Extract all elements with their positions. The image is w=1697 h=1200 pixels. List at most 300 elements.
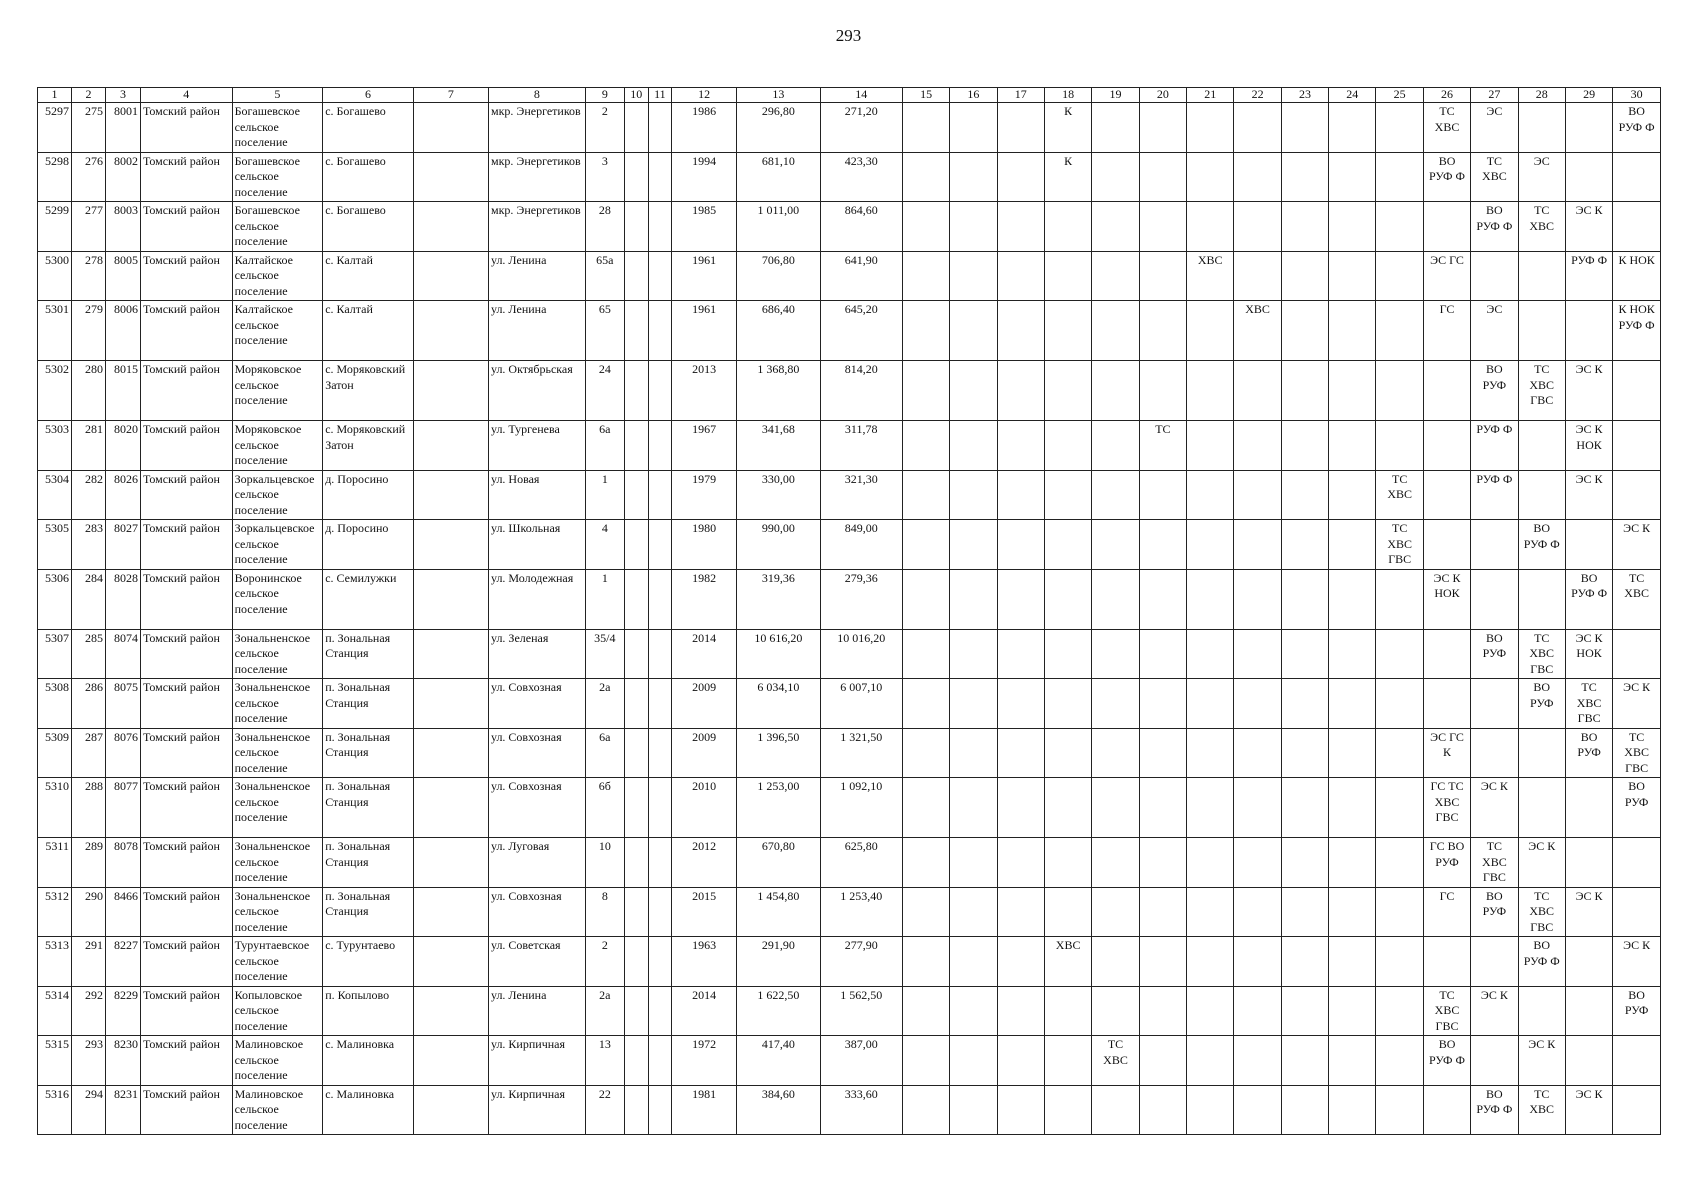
house-number-cell: 2а	[585, 986, 624, 1036]
record-number-cell: 5305	[38, 520, 72, 570]
column-header: 1	[38, 88, 72, 103]
area-total-cell: 384,60	[737, 1085, 820, 1135]
table-row	[38, 251, 1661, 301]
work-type-cell	[1044, 361, 1091, 421]
work-type-cell: ТС ХВС ГВС	[1518, 629, 1565, 679]
local-number-cell: 288	[71, 778, 105, 838]
column-header: 25	[1376, 88, 1423, 103]
work-type-cell	[1234, 421, 1281, 471]
house-number-cell: 2	[585, 937, 624, 987]
work-type-cell	[1139, 251, 1186, 301]
area-living-cell: 333,60	[820, 1085, 902, 1135]
year-cell: 1980	[672, 520, 737, 570]
work-type-cell	[1092, 679, 1139, 729]
work-type-cell	[902, 838, 949, 888]
work-type-cell: ВО РУФ Ф	[1613, 103, 1661, 153]
local-number-cell: 281	[71, 421, 105, 471]
col-11-cell	[648, 470, 672, 520]
work-type-cell	[1044, 778, 1091, 838]
work-type-cell	[902, 202, 949, 252]
street-cell: мкр. Энергетиков	[488, 152, 585, 202]
locality-cell: с. Калтай	[323, 251, 414, 301]
work-type-cell	[1187, 937, 1234, 987]
work-type-cell	[997, 361, 1044, 421]
work-type-cell	[1281, 728, 1328, 778]
work-type-cell	[950, 986, 997, 1036]
col-11-cell	[648, 629, 672, 679]
area-living-cell: 641,90	[820, 251, 902, 301]
work-type-cell	[1139, 679, 1186, 729]
street-cell: ул. Школьная	[488, 520, 585, 570]
col-10-cell	[624, 251, 648, 301]
column-header: 7	[413, 88, 488, 103]
work-type-cell	[902, 937, 949, 987]
work-type-cell	[1187, 152, 1234, 202]
register-table	[37, 87, 1661, 1135]
column-header: 14	[820, 88, 902, 103]
work-type-cell	[950, 629, 997, 679]
work-type-cell	[1281, 629, 1328, 679]
work-type-cell	[902, 887, 949, 937]
object-id-cell: 8003	[105, 202, 140, 252]
work-type-cell	[1518, 778, 1565, 838]
work-type-cell	[902, 679, 949, 729]
year-cell: 1972	[672, 1036, 737, 1086]
record-number-cell: 5310	[38, 778, 72, 838]
work-type-cell: К	[1044, 152, 1091, 202]
work-type-cell	[1518, 569, 1565, 629]
work-type-cell	[1092, 778, 1139, 838]
district-cell: Томский район	[140, 937, 232, 987]
area-living-cell: 423,30	[820, 152, 902, 202]
work-type-cell	[1613, 838, 1661, 888]
work-type-cell	[1518, 251, 1565, 301]
work-type-cell	[1565, 152, 1612, 202]
column-header: 4	[140, 88, 232, 103]
object-id-cell: 8027	[105, 520, 140, 570]
object-id-cell: 8020	[105, 421, 140, 471]
work-type-cell	[1565, 520, 1612, 570]
record-number-cell: 5298	[38, 152, 72, 202]
area-total-cell: 990,00	[737, 520, 820, 570]
col-11-cell	[648, 679, 672, 729]
object-id-cell: 8076	[105, 728, 140, 778]
settlement-cell: Богашевское сельское поселение	[232, 152, 323, 202]
col-7-cell	[413, 520, 488, 570]
column-header: 23	[1281, 88, 1328, 103]
work-type-cell	[1234, 1085, 1281, 1135]
work-type-cell	[1281, 679, 1328, 729]
col-7-cell	[413, 986, 488, 1036]
column-header: 28	[1518, 88, 1565, 103]
house-number-cell: 6а	[585, 421, 624, 471]
work-type-cell	[1471, 569, 1518, 629]
work-type-cell	[1518, 301, 1565, 361]
local-number-cell: 275	[71, 103, 105, 153]
area-living-cell: 1 092,10	[820, 778, 902, 838]
object-id-cell: 8074	[105, 629, 140, 679]
area-living-cell: 1 562,50	[820, 986, 902, 1036]
year-cell: 1981	[672, 1085, 737, 1135]
object-id-cell: 8077	[105, 778, 140, 838]
house-number-cell: 6а	[585, 728, 624, 778]
district-cell: Томский район	[140, 1085, 232, 1135]
work-type-cell	[1329, 1036, 1376, 1086]
work-type-cell	[1281, 202, 1328, 252]
work-type-cell: ТС ХВС ГВС	[1471, 838, 1518, 888]
work-type-cell	[902, 470, 949, 520]
locality-cell: с. Семилужки	[323, 569, 414, 629]
col-10-cell	[624, 202, 648, 252]
work-type-cell: ЭС К	[1613, 679, 1661, 729]
work-type-cell: ЭС К	[1518, 1036, 1565, 1086]
work-type-cell	[950, 937, 997, 987]
work-type-cell	[1092, 152, 1139, 202]
work-type-cell	[1281, 569, 1328, 629]
work-type-cell	[997, 1085, 1044, 1135]
work-type-cell	[1423, 520, 1470, 570]
local-number-cell: 282	[71, 470, 105, 520]
work-type-cell	[950, 103, 997, 153]
house-number-cell: 1	[585, 569, 624, 629]
col-10-cell	[624, 520, 648, 570]
work-type-cell	[902, 152, 949, 202]
work-type-cell	[1234, 569, 1281, 629]
year-cell: 2013	[672, 361, 737, 421]
settlement-cell: Зональненское сельское поселение	[232, 838, 323, 888]
work-type-cell	[1187, 838, 1234, 888]
table-row	[38, 520, 1661, 570]
work-type-cell	[1234, 202, 1281, 252]
work-type-cell	[1329, 202, 1376, 252]
district-cell: Томский район	[140, 1036, 232, 1086]
work-type-cell	[997, 569, 1044, 629]
house-number-cell: 4	[585, 520, 624, 570]
work-type-cell	[950, 887, 997, 937]
work-type-cell	[1613, 629, 1661, 679]
table-row	[38, 202, 1661, 252]
area-living-cell: 271,20	[820, 103, 902, 153]
work-type-cell	[1044, 301, 1091, 361]
work-type-cell: ТС ХВС	[1471, 152, 1518, 202]
work-type-cell	[997, 301, 1044, 361]
street-cell: ул. Молодежная	[488, 569, 585, 629]
work-type-cell: ВО РУФ Ф	[1518, 937, 1565, 987]
local-number-cell: 286	[71, 679, 105, 729]
object-id-cell: 8075	[105, 679, 140, 729]
district-cell: Томский район	[140, 301, 232, 361]
work-type-cell	[1613, 361, 1661, 421]
work-type-cell	[1044, 520, 1091, 570]
col-7-cell	[413, 103, 488, 153]
work-type-cell	[1281, 838, 1328, 888]
locality-cell: д. Поросино	[323, 470, 414, 520]
work-type-cell	[1518, 986, 1565, 1036]
col-11-cell	[648, 1036, 672, 1086]
column-header: 30	[1613, 88, 1661, 103]
work-type-cell	[1376, 887, 1423, 937]
work-type-cell	[1234, 520, 1281, 570]
column-header: 18	[1044, 88, 1091, 103]
col-7-cell	[413, 202, 488, 252]
col-7-cell	[413, 251, 488, 301]
area-total-cell: 6 034,10	[737, 679, 820, 729]
work-type-cell	[1376, 937, 1423, 987]
work-type-cell	[997, 778, 1044, 838]
work-type-cell	[1092, 1085, 1139, 1135]
settlement-cell: Воронинское сельское поселение	[232, 569, 323, 629]
local-number-cell: 287	[71, 728, 105, 778]
work-type-cell	[997, 728, 1044, 778]
table-row	[38, 421, 1661, 471]
district-cell: Томский район	[140, 470, 232, 520]
work-type-cell	[1376, 838, 1423, 888]
work-type-cell	[1044, 728, 1091, 778]
record-number-cell: 5314	[38, 986, 72, 1036]
settlement-cell: Богашевское сельское поселение	[232, 202, 323, 252]
work-type-cell	[1565, 103, 1612, 153]
settlement-cell: Зональненское сельское поселение	[232, 778, 323, 838]
work-type-cell: ЭС К	[1565, 470, 1612, 520]
work-type-cell: ЭС К	[1518, 838, 1565, 888]
district-cell: Томский район	[140, 569, 232, 629]
record-number-cell: 5316	[38, 1085, 72, 1135]
work-type-cell	[1329, 728, 1376, 778]
record-number-cell: 5300	[38, 251, 72, 301]
work-type-cell	[1139, 361, 1186, 421]
local-number-cell: 293	[71, 1036, 105, 1086]
work-type-cell	[950, 202, 997, 252]
work-type-cell: ТС ХВС	[1518, 1085, 1565, 1135]
col-7-cell	[413, 1036, 488, 1086]
work-type-cell	[997, 838, 1044, 888]
col-10-cell	[624, 679, 648, 729]
work-type-cell	[950, 301, 997, 361]
work-type-cell	[1329, 569, 1376, 629]
work-type-cell: К	[1044, 103, 1091, 153]
house-number-cell: 13	[585, 1036, 624, 1086]
table-row	[38, 629, 1661, 679]
district-cell: Томский район	[140, 838, 232, 888]
work-type-cell: ЭС	[1471, 301, 1518, 361]
col-11-cell	[648, 301, 672, 361]
work-type-cell	[1187, 361, 1234, 421]
col-7-cell	[413, 569, 488, 629]
work-type-cell: ВО РУФ Ф	[1423, 1036, 1470, 1086]
work-type-cell	[1234, 937, 1281, 987]
work-type-cell: РУФ Ф	[1565, 251, 1612, 301]
work-type-cell	[950, 778, 997, 838]
col-11-cell	[648, 778, 672, 838]
work-type-cell	[1234, 778, 1281, 838]
object-id-cell: 8229	[105, 986, 140, 1036]
area-living-cell: 10 016,20	[820, 629, 902, 679]
local-number-cell: 294	[71, 1085, 105, 1135]
work-type-cell	[1092, 103, 1139, 153]
work-type-cell	[1423, 202, 1470, 252]
district-cell: Томский район	[140, 421, 232, 471]
district-cell: Томский район	[140, 251, 232, 301]
column-header: 13	[737, 88, 820, 103]
house-number-cell: 10	[585, 838, 624, 888]
col-11-cell	[648, 728, 672, 778]
col-11-cell	[648, 520, 672, 570]
settlement-cell: Моряковское сельское поселение	[232, 361, 323, 421]
local-number-cell: 279	[71, 301, 105, 361]
table-row	[38, 152, 1661, 202]
table-row	[38, 838, 1661, 888]
local-number-cell: 290	[71, 887, 105, 937]
col-7-cell	[413, 361, 488, 421]
area-total-cell: 681,10	[737, 152, 820, 202]
work-type-cell	[1376, 1085, 1423, 1135]
work-type-cell	[1234, 1036, 1281, 1086]
table-row	[38, 778, 1661, 838]
work-type-cell	[1187, 778, 1234, 838]
work-type-cell	[1139, 1036, 1186, 1086]
house-number-cell: 65а	[585, 251, 624, 301]
work-type-cell	[1281, 778, 1328, 838]
area-total-cell: 1 454,80	[737, 887, 820, 937]
area-living-cell: 321,30	[820, 470, 902, 520]
work-type-cell	[1234, 152, 1281, 202]
object-id-cell: 8015	[105, 361, 140, 421]
work-type-cell	[1376, 301, 1423, 361]
street-cell: ул. Луговая	[488, 838, 585, 888]
area-total-cell: 1 368,80	[737, 361, 820, 421]
work-type-cell: ВО РУФ Ф	[1471, 1085, 1518, 1135]
work-type-cell	[1471, 728, 1518, 778]
work-type-cell	[1565, 937, 1612, 987]
col-10-cell	[624, 937, 648, 987]
area-total-cell: 1 622,50	[737, 986, 820, 1036]
work-type-cell	[1565, 986, 1612, 1036]
work-type-cell: ВО РУФ	[1613, 778, 1661, 838]
locality-cell: с. Малиновка	[323, 1036, 414, 1086]
work-type-cell	[1187, 470, 1234, 520]
work-type-cell	[997, 937, 1044, 987]
work-type-cell	[1613, 421, 1661, 471]
col-7-cell	[413, 301, 488, 361]
record-number-cell: 5308	[38, 679, 72, 729]
col-10-cell	[624, 569, 648, 629]
object-id-cell: 8001	[105, 103, 140, 153]
table-row	[38, 679, 1661, 729]
table-row	[38, 887, 1661, 937]
year-cell: 2010	[672, 778, 737, 838]
work-type-cell	[1376, 103, 1423, 153]
work-type-cell: ВО РУФ Ф	[1565, 569, 1612, 629]
district-cell: Томский район	[140, 520, 232, 570]
work-type-cell	[1329, 470, 1376, 520]
local-number-cell: 278	[71, 251, 105, 301]
house-number-cell: 2	[585, 103, 624, 153]
object-id-cell: 8028	[105, 569, 140, 629]
column-header: 11	[648, 88, 672, 103]
area-living-cell: 849,00	[820, 520, 902, 570]
work-type-cell	[1139, 937, 1186, 987]
work-type-cell	[902, 520, 949, 570]
work-type-cell	[1471, 1036, 1518, 1086]
col-7-cell	[413, 838, 488, 888]
work-type-cell	[902, 103, 949, 153]
work-type-cell: ЭС ГС К	[1423, 728, 1470, 778]
work-type-cell	[1613, 887, 1661, 937]
work-type-cell: ТС ХВС ГВС	[1423, 986, 1470, 1036]
work-type-cell	[1044, 986, 1091, 1036]
area-living-cell: 625,80	[820, 838, 902, 888]
street-cell: ул. Советская	[488, 937, 585, 987]
object-id-cell: 8002	[105, 152, 140, 202]
work-type-cell	[1092, 301, 1139, 361]
locality-cell: с. Калтай	[323, 301, 414, 361]
work-type-cell	[1044, 887, 1091, 937]
work-type-cell	[1139, 778, 1186, 838]
work-type-cell: ЭС К	[1471, 986, 1518, 1036]
area-total-cell: 686,40	[737, 301, 820, 361]
work-type-cell	[1376, 679, 1423, 729]
work-type-cell	[1423, 629, 1470, 679]
work-type-cell	[950, 470, 997, 520]
work-type-cell	[1092, 937, 1139, 987]
work-type-cell: ВО РУФ	[1471, 887, 1518, 937]
work-type-cell	[1376, 778, 1423, 838]
col-11-cell	[648, 1085, 672, 1135]
work-type-cell	[902, 251, 949, 301]
work-type-cell	[902, 986, 949, 1036]
col-7-cell	[413, 937, 488, 987]
col-11-cell	[648, 152, 672, 202]
area-total-cell: 296,80	[737, 103, 820, 153]
work-type-cell	[1613, 1036, 1661, 1086]
work-type-cell: ТС ХВС	[1423, 103, 1470, 153]
work-type-cell	[950, 421, 997, 471]
work-type-cell	[1329, 838, 1376, 888]
work-type-cell	[902, 569, 949, 629]
work-type-cell	[997, 520, 1044, 570]
work-type-cell	[1281, 421, 1328, 471]
work-type-cell: ТС	[1139, 421, 1186, 471]
area-total-cell: 330,00	[737, 470, 820, 520]
locality-cell: с. Моряковский Затон	[323, 421, 414, 471]
street-cell: ул. Ленина	[488, 301, 585, 361]
table-row	[38, 301, 1661, 361]
work-type-cell	[1044, 1085, 1091, 1135]
col-11-cell	[648, 103, 672, 153]
record-number-cell: 5303	[38, 421, 72, 471]
col-11-cell	[648, 887, 672, 937]
house-number-cell: 1	[585, 470, 624, 520]
work-type-cell	[1139, 1085, 1186, 1135]
street-cell: ул. Совхозная	[488, 887, 585, 937]
column-header: 6	[323, 88, 414, 103]
settlement-cell: Калтайское сельское поселение	[232, 301, 323, 361]
street-cell: ул. Тургенева	[488, 421, 585, 471]
work-type-cell	[1329, 1085, 1376, 1135]
work-type-cell	[997, 887, 1044, 937]
year-cell: 2014	[672, 629, 737, 679]
locality-cell: п. Зональная Станция	[323, 887, 414, 937]
work-type-cell: ВО РУФ Ф	[1518, 520, 1565, 570]
street-cell: ул. Совхозная	[488, 728, 585, 778]
col-10-cell	[624, 887, 648, 937]
area-living-cell: 387,00	[820, 1036, 902, 1086]
year-cell: 2009	[672, 728, 737, 778]
work-type-cell	[1281, 520, 1328, 570]
work-type-cell	[1423, 421, 1470, 471]
settlement-cell: Малиновское сельское поселение	[232, 1085, 323, 1135]
area-living-cell: 1 321,50	[820, 728, 902, 778]
